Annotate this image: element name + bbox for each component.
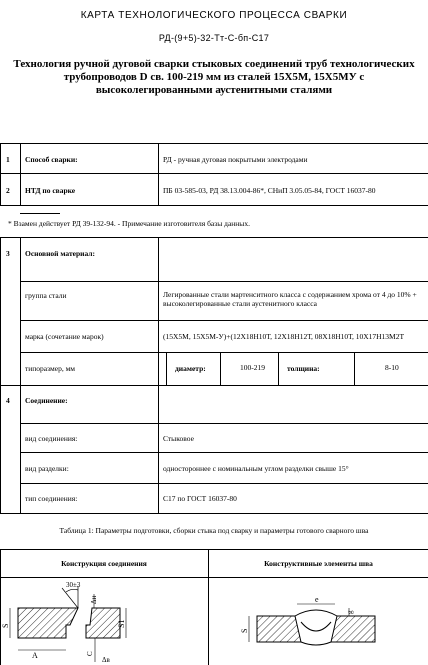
s1-dimension: S1 (117, 619, 126, 628)
joint-type-value: Стыковое (163, 434, 194, 443)
angle-arc (66, 589, 78, 592)
weld-type-label: тип соединения: (25, 494, 78, 503)
groove-type-label: вид разделки: (25, 464, 69, 473)
row-4-number: 4 (6, 396, 10, 405)
weld-type-value: С17 по ГОСТ 16037-80 (163, 494, 237, 503)
diameter-value: 100-219 (240, 363, 265, 372)
steel-group-label: группа стали (25, 291, 67, 300)
groove-type-value: одностороннее с номинальным углом разделки свыше 15° (163, 464, 349, 473)
ntd-label: НТД по сварке (25, 186, 76, 195)
row-3-number: 3 (6, 249, 10, 258)
footnote-rule (20, 213, 60, 214)
steel-group-value: Легированные стали мартенситного класса с содержанием хрома от 4 до 10% + высоколегированные стали аустенитного класса (163, 290, 417, 308)
welding-method-value: РД - ручная дуговая покрытыми электродами (163, 155, 308, 164)
table-rule (158, 237, 159, 513)
thickness-value: 8-10 (385, 363, 399, 372)
c-dimension: C (86, 651, 94, 656)
weld-bead (295, 610, 337, 645)
bevel-line (62, 588, 78, 608)
footnote: * Взамен действует РД 39-132-94. - Примечание изготовителя базы данных. (8, 219, 250, 228)
right-pipe-wall (86, 608, 120, 638)
table-rule (20, 281, 428, 282)
table-rule (0, 205, 428, 206)
diameter-label: диаметр: (175, 364, 206, 373)
table-rule (0, 385, 428, 386)
ntd-value: ПБ 03-585-03, РД 38.13.004-86*, СНиП 3.05.05-84, ГОСТ 16037-80 (163, 186, 376, 195)
column-header-joint-design: Конструкция соединения (61, 559, 147, 568)
table-rule (166, 352, 167, 385)
table-rule (0, 143, 428, 144)
row-1-number: 1 (6, 155, 10, 164)
a-dimension: A (32, 651, 38, 660)
s-dimension: S (1, 623, 10, 628)
size-label: типоразмер, мм (25, 364, 76, 373)
table-rule (158, 143, 159, 205)
e-dimension: e (315, 595, 319, 604)
document-title: Технология ручной дуговой сварки стыковых соединений труб технологических трубопроводов D св. 100-219 мм из сталей 15Х5М, 15Х5МУ с высоколегированными аустенитными сталями (13, 58, 415, 96)
table-rule (0, 549, 428, 550)
welding-method-label: Способ сварки: (25, 155, 78, 164)
table-rule (20, 423, 428, 424)
joint-label: Соединение: (25, 396, 68, 405)
angle-dimension: 30±3 (66, 581, 81, 589)
table-rule (0, 143, 1, 205)
grade-value: (15Х5М, 15Х5М-У)+(12Х18Н10Т, 12Х18Н12Т, 08Х18Н10Т, 10Х17Н13М2Т (163, 332, 405, 341)
weld-elements-drawing (209, 578, 428, 665)
dv-dimension: Δв (102, 656, 110, 664)
table-rule (20, 320, 428, 321)
table-caption: Таблица 1: Параметры подготовки, сборки стыка под сварку и параметры готового сварного шва (59, 526, 369, 535)
table-rule (0, 173, 428, 174)
table-rule (20, 483, 428, 484)
dh-dimension: Δн (90, 595, 98, 604)
table-rule (20, 143, 21, 205)
table-rule (0, 237, 428, 238)
table-rule (220, 352, 221, 385)
table-rule (20, 237, 21, 513)
joint-type-label: вид соединения: (25, 434, 78, 443)
s-dimension: S (240, 628, 249, 633)
card-title: КАРТА ТЕХНОЛОГИЧЕСКОГО ПРОЦЕССА СВАРКИ (80, 10, 348, 21)
table-rule (0, 513, 428, 514)
left-pipe-wall (18, 608, 78, 638)
base-material-label: Основной материал: (25, 249, 96, 258)
joint-construction-drawing (0, 578, 207, 665)
thickness-label: толщина: (287, 364, 320, 373)
table-rule (20, 452, 428, 453)
column-header-weld-elements: Конструктивные элементы шва (264, 559, 373, 568)
grade-label: марка (сочетание марок) (25, 332, 104, 341)
table-rule (20, 352, 428, 353)
table-rule (354, 352, 355, 385)
g-dimension: g (346, 610, 354, 614)
row-2-number: 2 (6, 186, 10, 195)
card-code: РД-(9+5)-32-Тт-С-бп-С17 (158, 33, 270, 43)
table-rule (0, 237, 1, 513)
table-rule (278, 352, 279, 385)
